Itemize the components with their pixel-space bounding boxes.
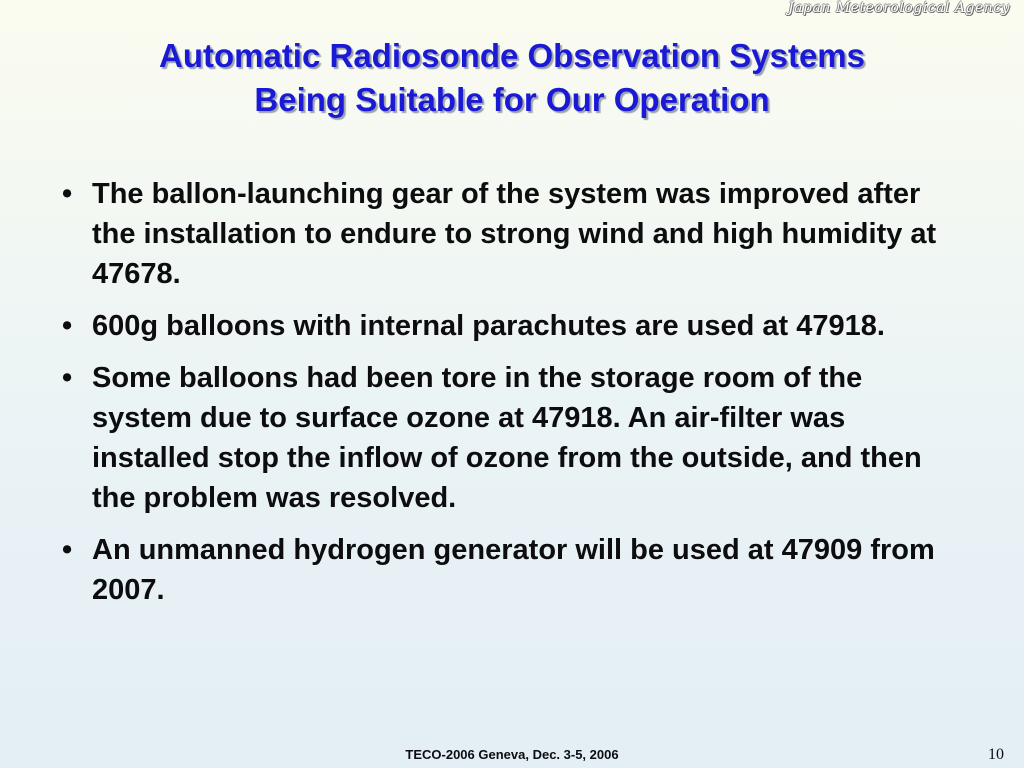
agency-header: Japan Meteorological Agency <box>788 0 1010 16</box>
page-number: 10 <box>988 746 1004 763</box>
bullet-text: Some balloons had been tore in the storage room of the system due to surface ozone at 47918. An air-filter was installed stop the inflow of ozone from the outside, and then the problem was resolved. <box>92 362 922 514</box>
slide-title <box>40 34 984 122</box>
slide-title-line-2: Being Suitable for Our Operation <box>254 81 770 118</box>
bullet-dot-icon: • <box>62 362 73 394</box>
bullet-dot-icon: • <box>62 310 73 342</box>
bullet-text: The ballon-launching gear of the system was improved after the installation to endure to strong wind and high humidity at 47678. <box>92 178 937 290</box>
bullet-item <box>58 174 958 294</box>
slide-title-line-1: Automatic Radiosonde Observation Systems <box>158 37 865 74</box>
bullet-dot-icon: • <box>62 178 73 210</box>
bullet-item <box>58 358 958 518</box>
bullet-text: An unmanned hydrogen generator will be used at 47909 from 2007. <box>92 534 935 606</box>
bullet-list <box>58 174 958 622</box>
footer-text: TECO-2006 Geneva, Dec. 3-5, 2006 <box>405 747 619 762</box>
bullet-dot-icon: • <box>62 534 73 566</box>
bullet-item <box>58 306 958 346</box>
bullet-text: 600g balloons with internal parachutes are used at 47918. <box>92 310 885 342</box>
bullet-item <box>58 530 958 610</box>
